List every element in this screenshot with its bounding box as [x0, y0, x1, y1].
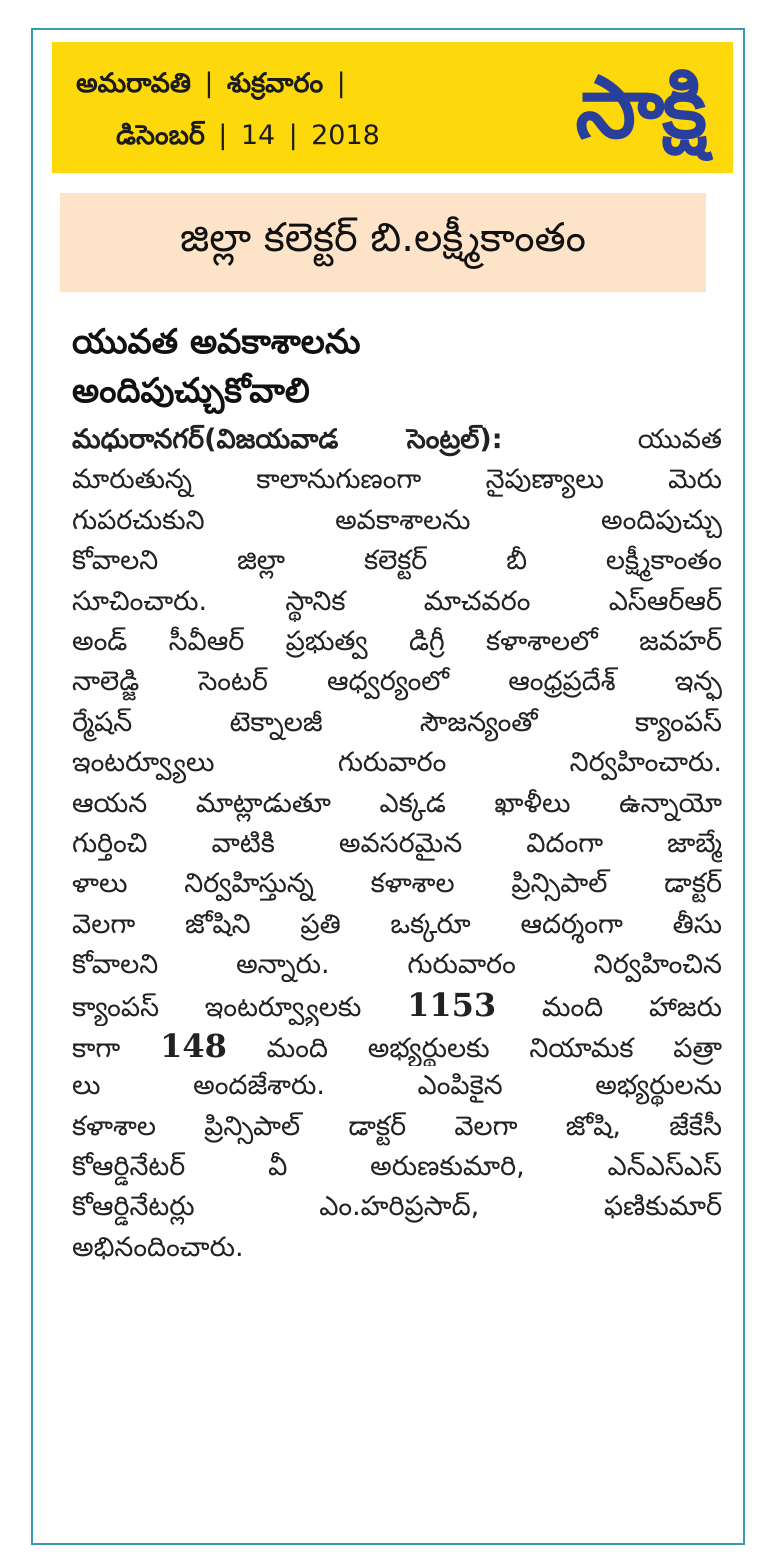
article-line: కోవాలని జిల్లా కలెక్టర్ బీ లక్ష్మీకాంతం — [72, 545, 722, 577]
dateline: మధురానగర్(విజయవాడ సెంట్రల్): — [72, 424, 503, 455]
article-line: గుపరచుకుని అవకాశాలను అందిపుచ్చు — [72, 504, 722, 536]
article-line: వెలగా జోషిని ప్రతి ఒక్కరూ ఆదర్శంగా తీసు — [72, 908, 722, 940]
article-body — [72, 420, 722, 1268]
article-line-selected: కాగా 148 మంది అభ్యర్థులకు నియామక పత్రా — [72, 1026, 722, 1065]
masthead-banner — [52, 42, 733, 173]
article-line: సూచించారు. స్థానిక మాచవరం ఎస్ఆర్ఆర్ — [72, 585, 722, 617]
subhead-box — [60, 193, 706, 292]
article-line-attendance: క్యాంపస్ ఇంటర్వ్యూలకు 1153 మంది హాజరు — [72, 986, 722, 1025]
separator: | — [218, 120, 228, 151]
sakshi-logo: సాక్షి — [575, 58, 705, 158]
article-headline — [72, 318, 361, 416]
separator: | — [336, 68, 346, 99]
article-line: కోవాలని అన్నారు. గురువారం నిర్వహించిన — [72, 949, 722, 981]
article-line: ళాలు నిర్వహిస్తున్న కళాశాల ప్రిన్సిపాల్ డాక్టర్ — [72, 868, 722, 900]
headline-line-2: అందిపుచ్చుకోవాలి — [72, 371, 310, 411]
article-line: మారుతున్న కాలానుగుణంగా నైపుణ్యాలు మెరు — [72, 464, 722, 496]
edition-day: 14 — [240, 120, 276, 151]
separator: | — [288, 120, 298, 151]
article-line: కోఆర్డినేటర్లు ఎం.హరిప్రసాద్, ఫణికుమార్ — [72, 1191, 722, 1223]
article-line: అభినందించారు. — [72, 1231, 244, 1263]
headline-line-1: యువత అవకాశాలను — [72, 322, 361, 362]
article-line: నాలెడ్జి సెంటర్ ఆధ్వర్యంలో ఆంధ్రప్రదేశ్ ఇన్ఫ — [72, 666, 722, 698]
edition-info — [76, 58, 406, 162]
article-line: కళాశాల ప్రిన్సిపాల్ డాక్టర్ వెలగా జోషి, జేకేసీ — [72, 1110, 722, 1142]
article-line: అండ్ సీవీఆర్ ప్రభుత్వ డిగ్రీ కళాశాలలో జవహర్ — [72, 625, 722, 657]
edition-weekday: శుక్రవారం — [226, 68, 324, 99]
separator: | — [204, 68, 214, 99]
article-line: కోఆర్డినేటర్ వీ అరుణకుమారి, ఎన్ఎస్ఎస్ — [72, 1151, 722, 1183]
article-line: గుర్తించి వాటికి అవసరమైన విదంగా జాబ్మే — [72, 827, 722, 859]
article-line: మధురానగర్(విజయవాడ సెంట్రల్): యువత — [72, 424, 722, 455]
attendance-count: 1153 — [407, 986, 497, 1025]
article-line: ఆయన మాట్లాడుతూ ఎక్కడ ఖాళీలు ఉన్నాయో — [72, 787, 722, 819]
edition-month: డిసెంబర్ — [116, 120, 205, 151]
edition-year: 2018 — [311, 120, 380, 151]
article-line: లు అందజేశారు. ఎంపికైన అభ్యర్థులను — [72, 1070, 722, 1102]
edition-city: అమరావతి — [76, 68, 191, 99]
article-line: ర్మేషన్ టెక్నాలజీ సౌజన్యంతో క్యాంపస్ — [72, 706, 722, 738]
subhead-text: జిల్లా కలెక్టర్ బి.లక్ష్మీకాంతం — [180, 214, 586, 261]
selected-count: 148 — [160, 1026, 227, 1065]
article-line: ఇంటర్వ్యూలు గురువారం నిర్వహించారు. — [72, 747, 722, 779]
